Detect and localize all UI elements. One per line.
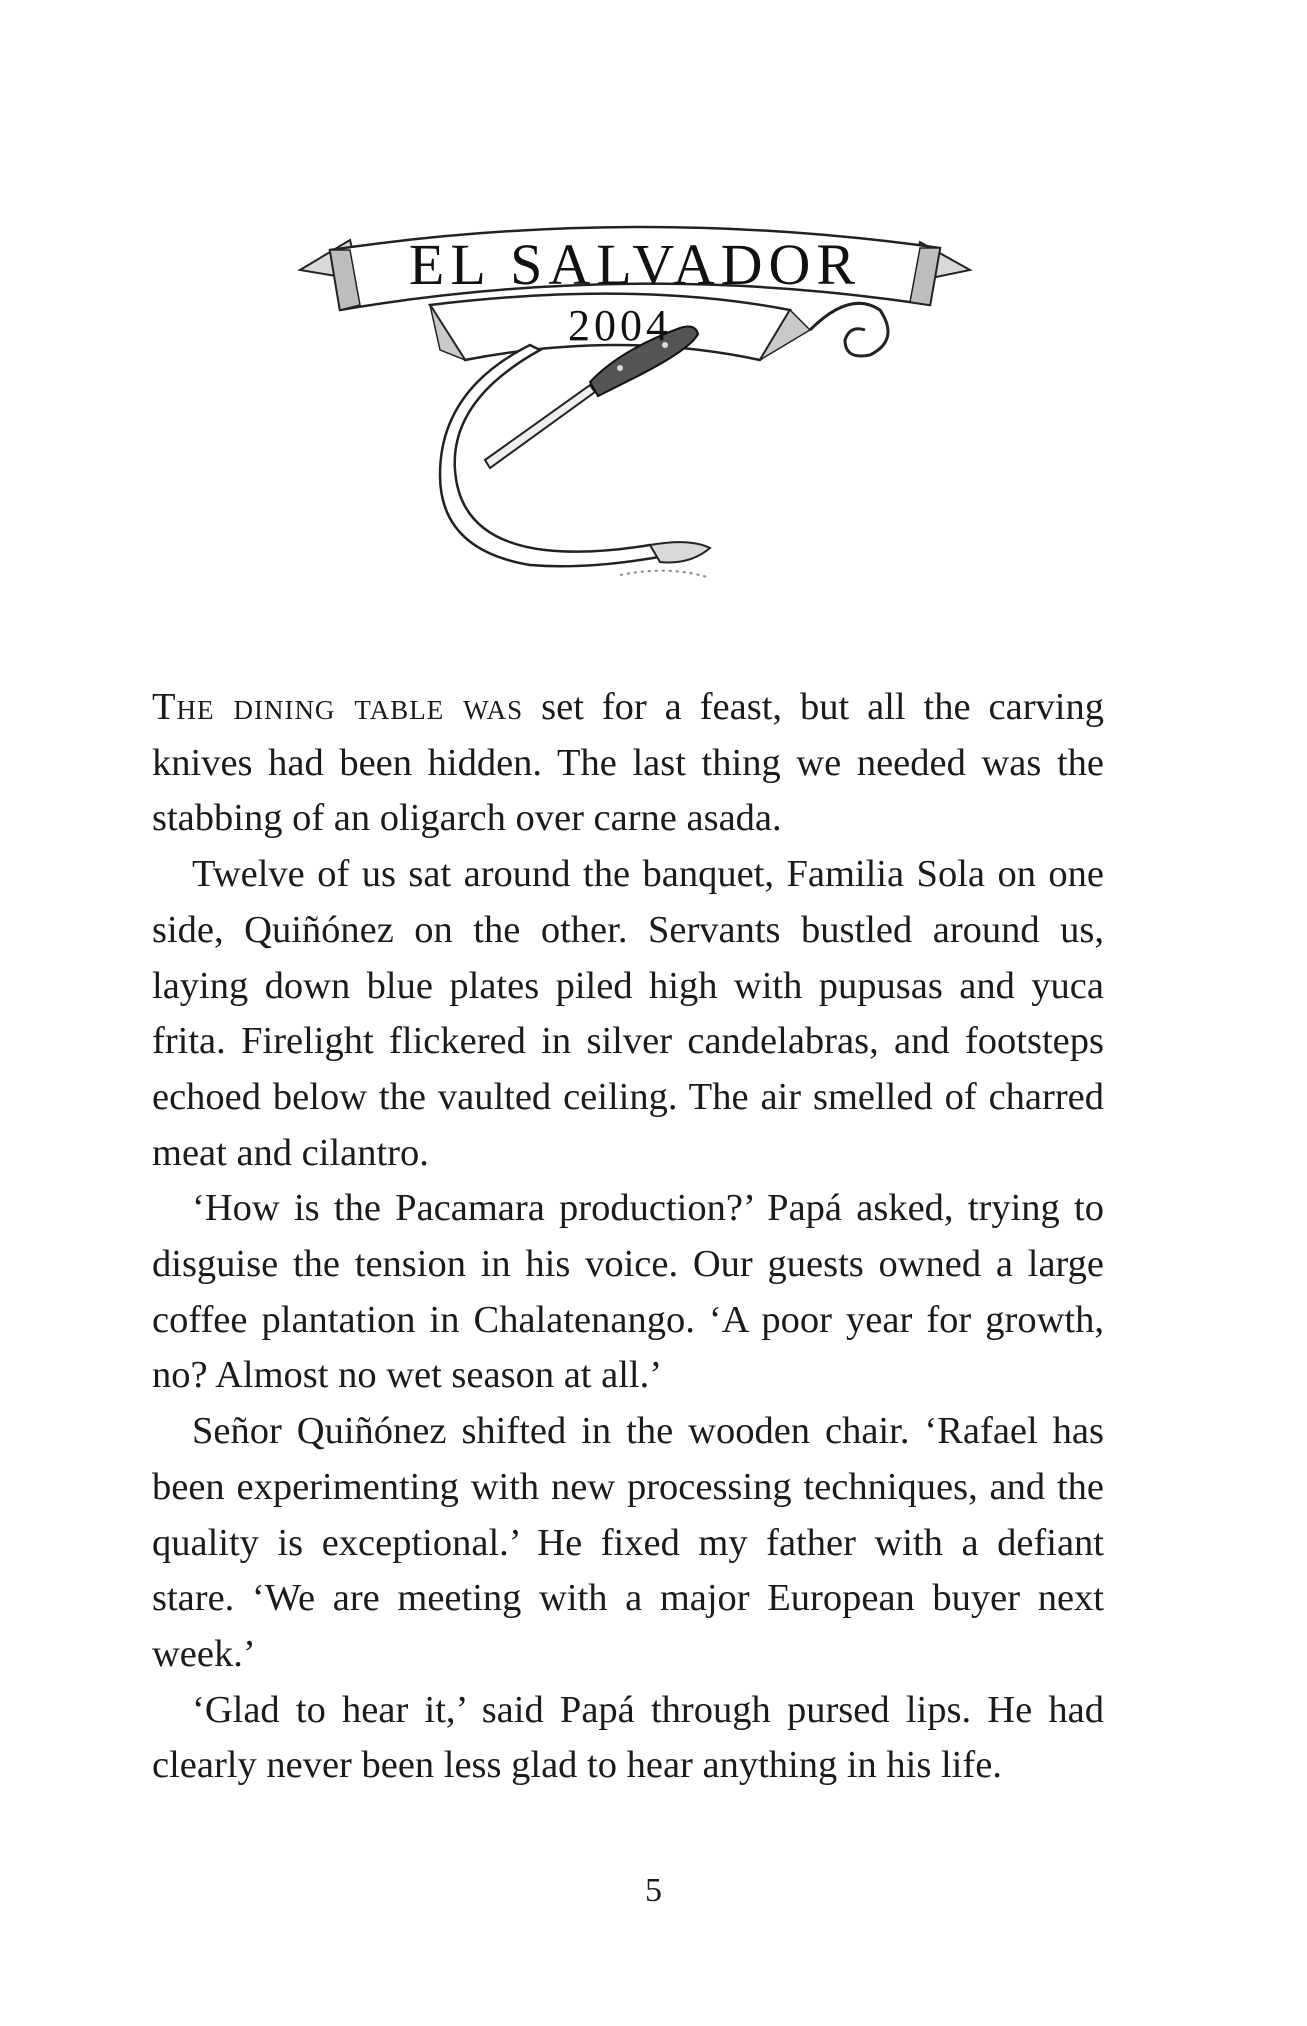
chapter-header-illustration	[290, 210, 980, 630]
paragraph-lead: The dining table was	[152, 686, 524, 728]
paragraph-2: Twelve of us sat around the banquet, Familia Sola on one side, Quiñónez on the other. Servants bustled around us, laying down blue plates piled high with pupusas and yuca frita. Firelight flickered in silver candelabras, and footsteps echoed below the vaulted ceiling. The air smelled of charred meat and cilantro.	[152, 853, 1104, 1174]
paragraph-5: ‘Glad to hear it,’ said Papá through pursed lips. He had clearly never been less glad to hear anything in his life.	[152, 1688, 1104, 1787]
chapter-body	[152, 680, 1104, 1794]
paragraph-1	[152, 680, 1104, 847]
page-number: 5	[645, 1872, 662, 1909]
chapter-title: EL SALVADOR	[408, 232, 862, 297]
chapter-year: 2004	[568, 301, 672, 350]
banner-knife-illustration	[290, 210, 980, 630]
paragraph-3: ‘How is the Pacamara production?’ Papá asked, trying to disguise the tension in his voice. Our guests owned a large coffee plantation in Chalatenango. ‘A poor year for growth, no? Almost no wet season at all.’	[152, 1187, 1104, 1397]
paragraph-text: set for a feast, but all the carving knives had been hidden. The last thing we needed was the stabbing of an oligarch over carne asada.	[152, 686, 1104, 840]
paragraph-4: Señor Quiñónez shifted in the wooden chair. ‘Rafael has been experimenting with new processing techniques, and the quality is exceptional.’ He fixed my father with a defiant stare. ‘We are meeting with a major European buyer next week.’	[152, 1410, 1104, 1675]
